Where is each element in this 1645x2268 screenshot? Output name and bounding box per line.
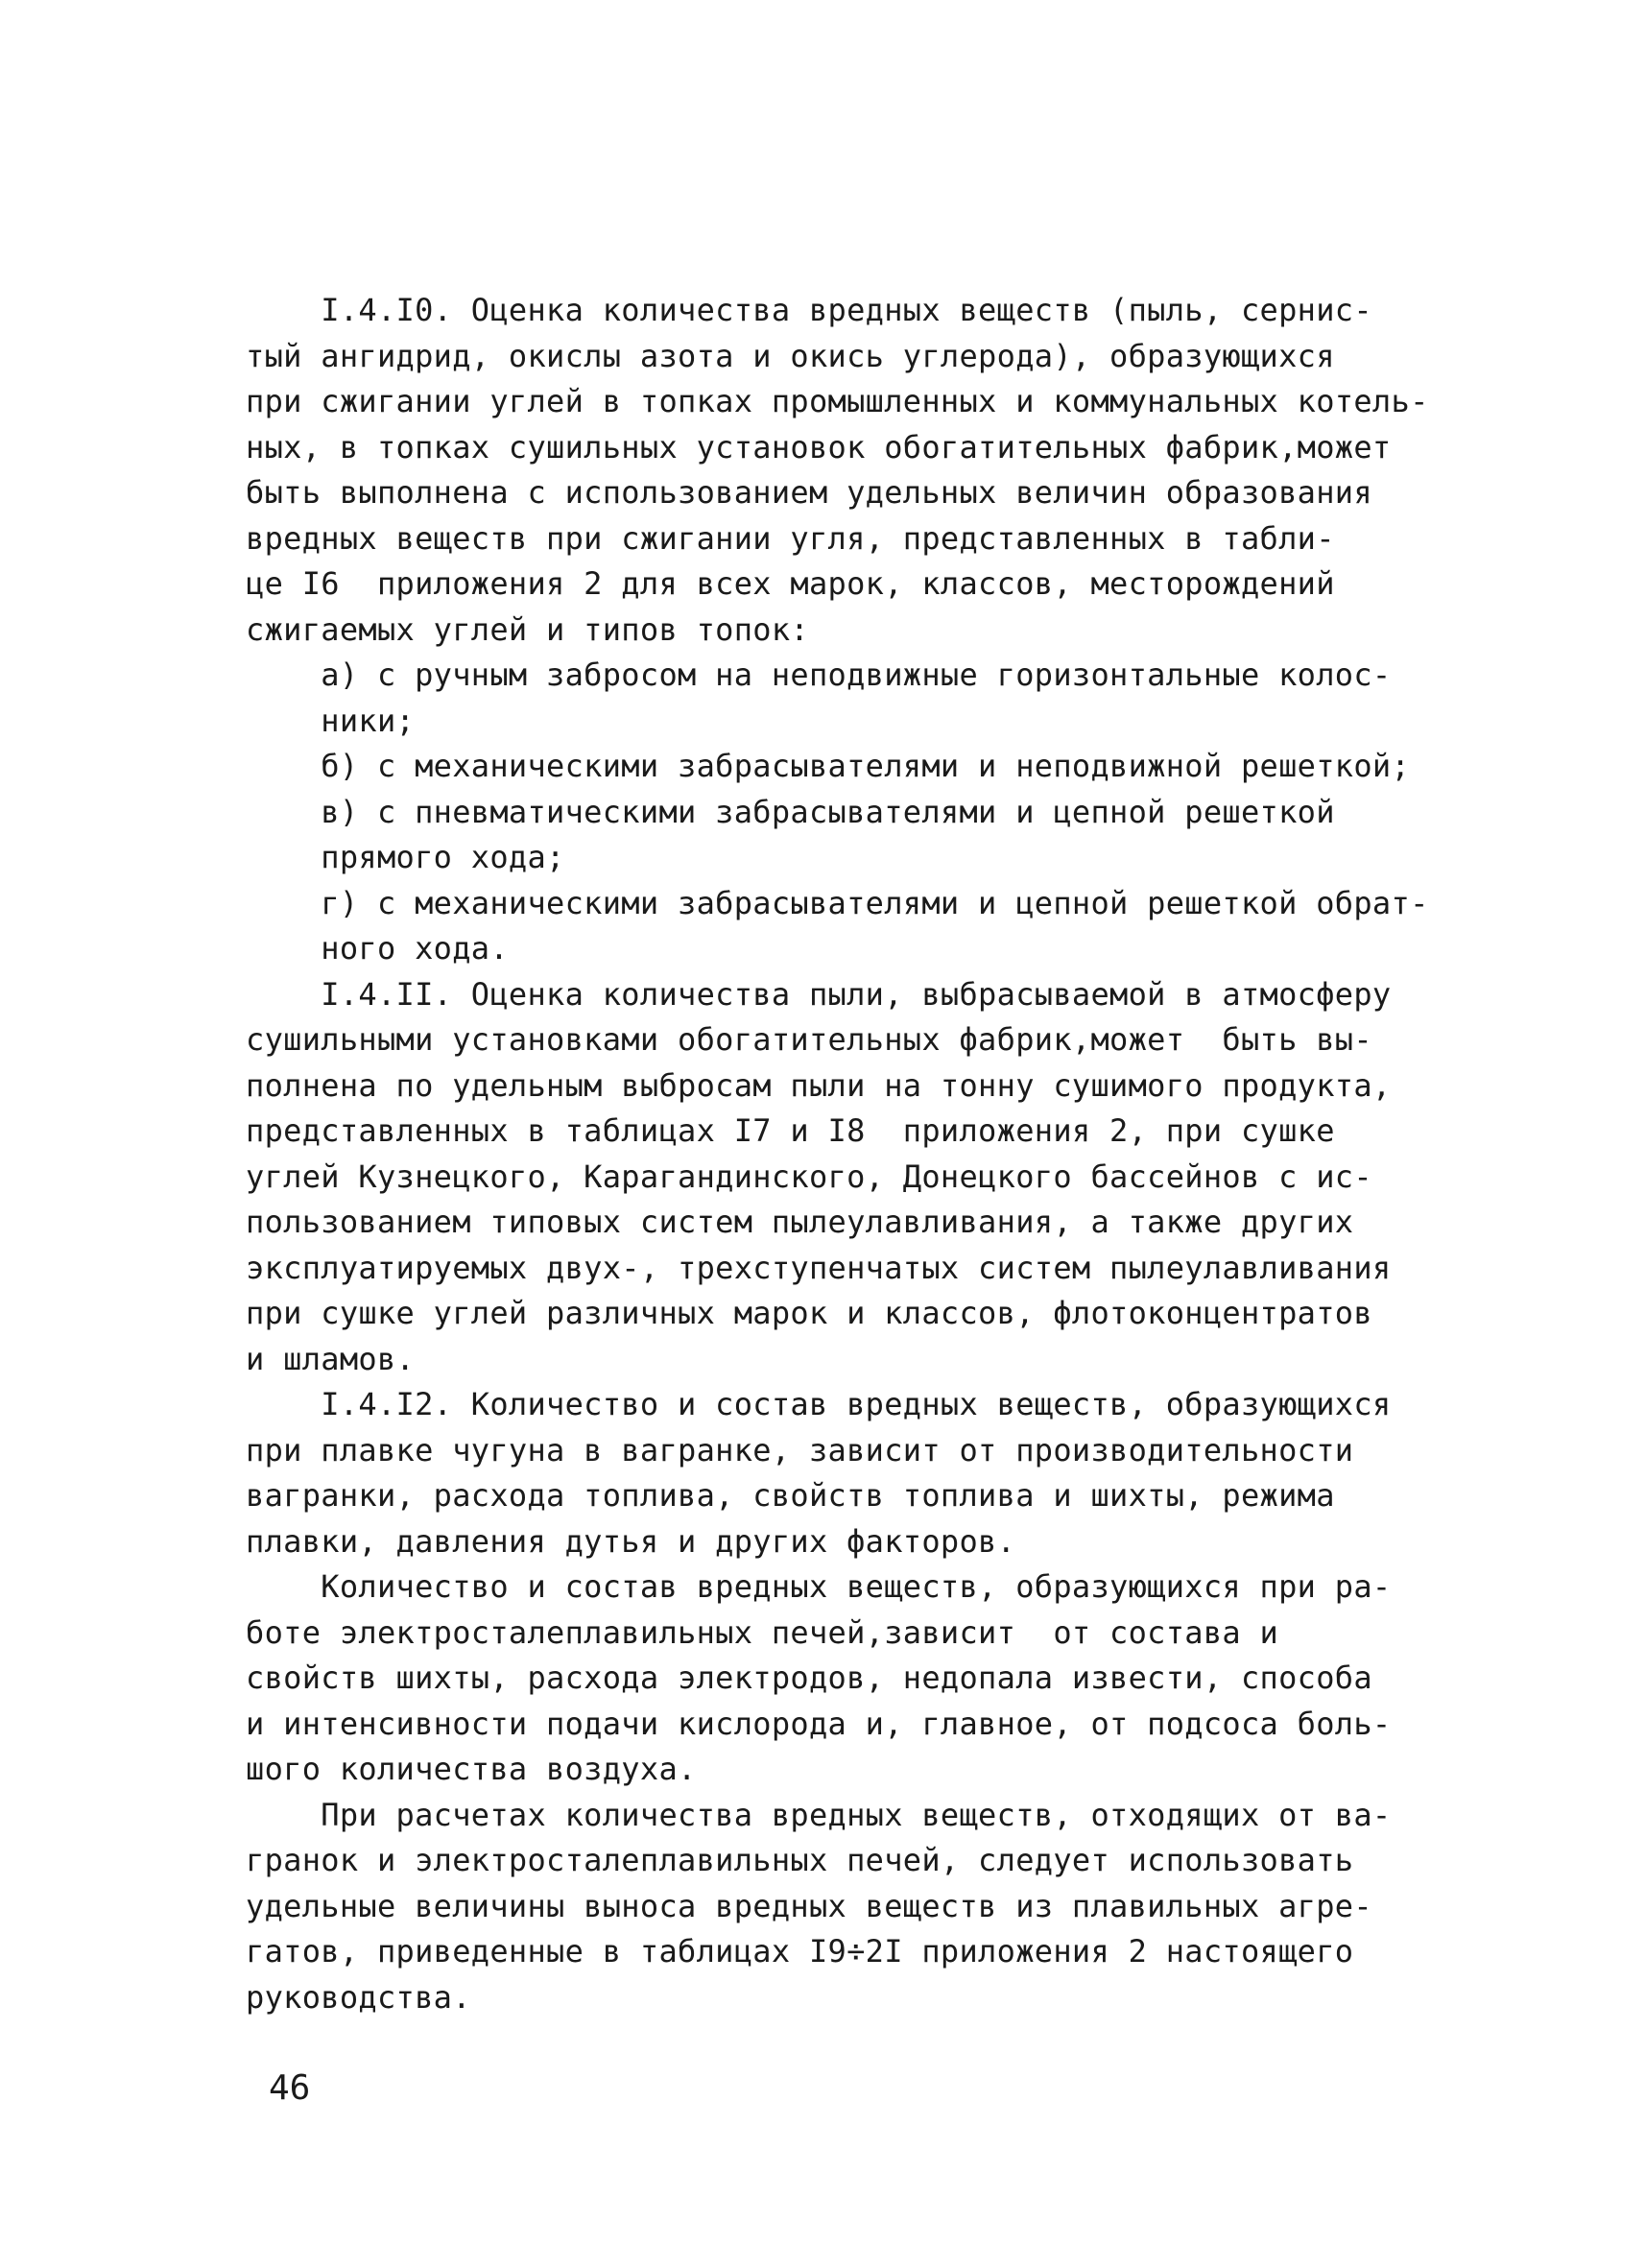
page-number: 46	[269, 2068, 311, 2108]
text-line: вредных веществ при сжигании угля, представленных в табли-	[246, 519, 1335, 557]
text-line: I.4.I0. Оценка количества вредных веществ (пыль, сернис-	[246, 292, 1372, 328]
text-line: ники;	[246, 702, 416, 739]
text-line: гатов, приведенные в таблицах I9÷2I приложения 2 настоящего	[246, 1933, 1354, 1970]
text-line: ного хода.	[246, 930, 509, 967]
text-line: руководства.	[246, 1978, 471, 2016]
text-line: ных, в топках сушильных установок обогатительных фабрик,может	[246, 428, 1392, 466]
text-line: быть выполнена с использованием удельных величин образования	[246, 474, 1372, 511]
text-line: удельные величины выноса вредных веществ из плавильных агре-	[246, 1887, 1372, 1924]
text-line: и шламов.	[246, 1340, 416, 1377]
text-line: сжигаемых углей и типов топок:	[246, 610, 809, 648]
text-line: при сжигании углей в топках промышленных и коммунальных котель-	[246, 383, 1429, 419]
text-line: углей Кузнецкого, Карагандинского, Донецкого бассейнов с ис-	[246, 1158, 1372, 1195]
text-line: При расчетах количества вредных веществ, отходящих от ва-	[246, 1796, 1392, 1833]
text-line: г) с механическими забрасывателями и цепной решеткой обрат-	[246, 884, 1429, 921]
text-line: прямого хода;	[246, 839, 565, 875]
text-line: плавки, давления дутья и других факторов.	[246, 1522, 1016, 1560]
text-line: гранок и электросталеплавильных печей, следует использовать	[246, 1842, 1354, 1878]
text-line: пользованием типовых систем пылеулавливания, а также других	[246, 1204, 1354, 1240]
text-line: а) с ручным забросом на неподвижные горизонтальные колос-	[246, 657, 1392, 693]
text-line: шого количества воздуха.	[246, 1751, 697, 1787]
text-line: Количество и состав вредных веществ, образующихся при ра-	[246, 1568, 1392, 1605]
text-line: в) с пневматическими забрасывателями и цепной решеткой	[246, 793, 1335, 830]
text-line: I.4.I2. Количество и состав вредных веществ, образующихся	[246, 1386, 1392, 1422]
text-line: эксплуатируемых двух-, трехступенчатых систем пылеулавливания	[246, 1249, 1392, 1286]
text-line: вагранки, расхода топлива, свойств топлива и шихты, режима	[246, 1477, 1335, 1514]
text-line: б) с механическими забрасывателями и неподвижной решеткой;	[246, 748, 1411, 784]
text-line: и интенсивности подачи кислорода и, главное, от подсоса боль-	[246, 1705, 1392, 1742]
text-line: тый ангидрид, окислы азота и окись углерода), образующихся	[246, 337, 1335, 374]
body-text	[246, 288, 1465, 2020]
text-line: полнена по удельным выбросам пыли на тонну сушимого продукта,	[246, 1066, 1392, 1104]
text-line: I.4.II. Оценка количества пыли, выбрасываемой в атмосферу	[246, 975, 1392, 1013]
text-line: представленных в таблицах I7 и I8 приложения 2, при сушке	[246, 1112, 1335, 1149]
text-line: боте электросталеплавильных печей,зависит от состава и	[246, 1613, 1279, 1651]
text-line: свойств шихты, расхода электродов, недопала извести, способа	[246, 1659, 1372, 1696]
text-line: сушильными установками обогатительных фабрик,может быть вы-	[246, 1021, 1372, 1058]
text-line: при плавке чугуна в вагранке, зависит от производительности	[246, 1431, 1354, 1468]
text-line: при сушке углей различных марок и классов, флотоконцентратов	[246, 1295, 1372, 1331]
text-line: це I6 приложения 2 для всех марок, классов, месторождений	[246, 565, 1335, 602]
